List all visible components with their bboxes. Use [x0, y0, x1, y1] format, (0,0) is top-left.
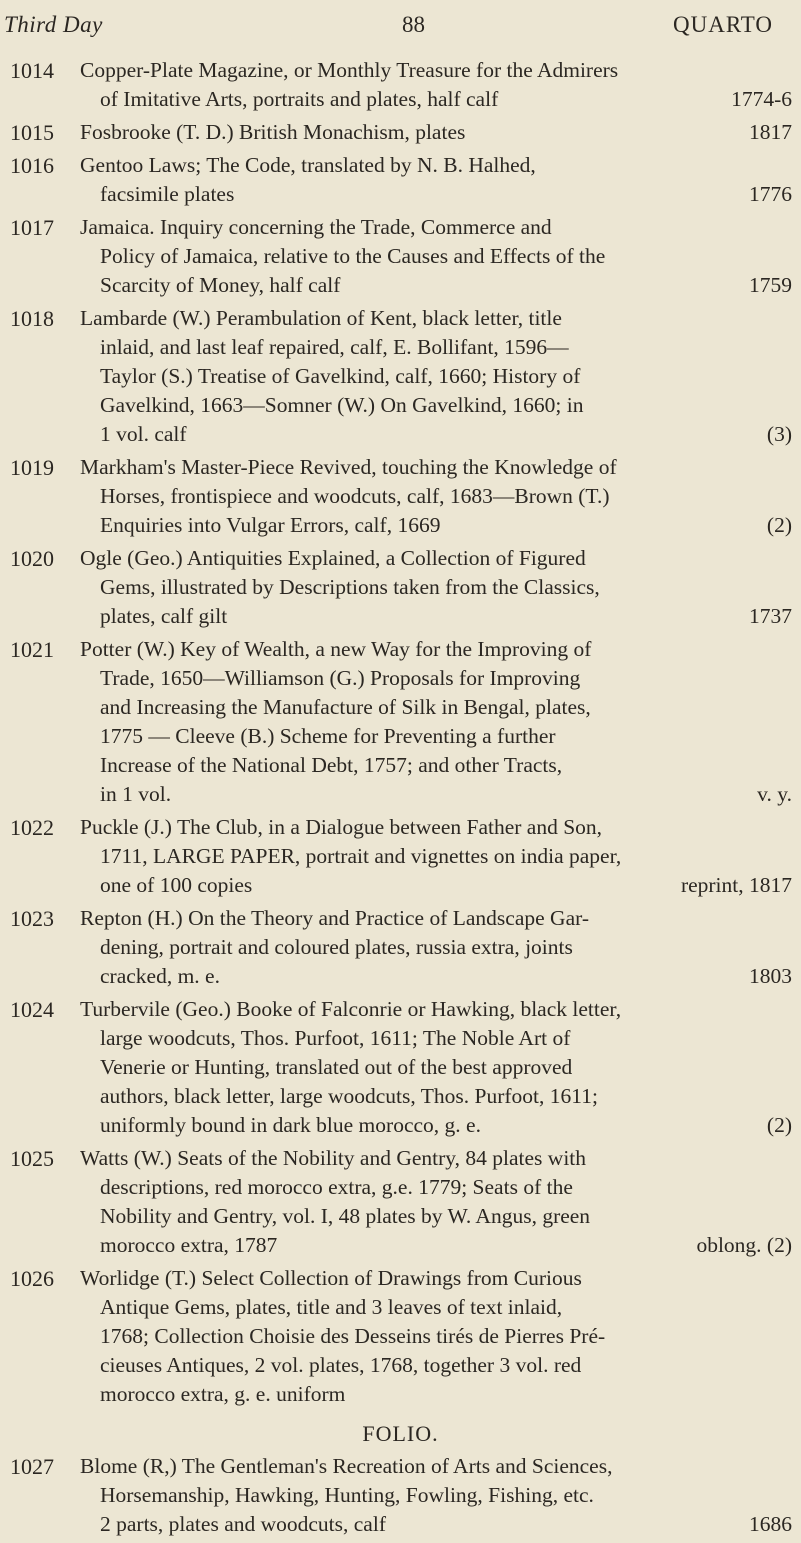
line-date: 1737 — [749, 604, 792, 628]
line-text: 2 parts, plates and woodcuts, calf — [100, 1512, 386, 1536]
lot-entry — [0, 1452, 801, 1539]
page-number: 88 — [402, 12, 425, 37]
line-text: 1768; Collection Choisie des Desseins tirés de Pierres Pré- — [100, 1324, 606, 1348]
header-day: Third Day — [4, 12, 103, 37]
lot-entry — [0, 995, 801, 1140]
line-text: 1711, LARGE PAPER, portrait and vignettes on india paper, — [100, 844, 622, 868]
description-line — [80, 453, 792, 482]
line-text: Potter (W.) Key of Wealth, a new Way for the Improving of — [80, 637, 592, 661]
lot-list — [0, 56, 801, 1543]
description-line — [80, 271, 792, 300]
lot-number: 1020 — [10, 546, 54, 571]
line-text: in 1 vol. — [100, 782, 172, 806]
description-line — [80, 871, 792, 900]
line-text: Puckle (J.) The Club, in a Dialogue between Father and Son, — [80, 815, 603, 839]
lot-entry — [0, 151, 801, 209]
description-line — [80, 1452, 792, 1481]
line-date: 1686 — [749, 1512, 792, 1536]
lot-entry — [0, 904, 801, 991]
line-text: Horsemanship, Hawking, Hunting, Fowling, Fishing, etc. — [100, 1483, 594, 1507]
line-text: one of 100 copies — [100, 873, 253, 897]
line-date: (3) — [766, 422, 792, 446]
description-line — [80, 780, 792, 809]
line-text: Scarcity of Money, half calf — [100, 273, 341, 297]
lot-number: 1015 — [10, 120, 54, 145]
lot-description — [80, 304, 792, 449]
description-line — [80, 1202, 792, 1231]
description-line — [80, 511, 792, 540]
description-line — [80, 85, 792, 114]
line-text: Nobility and Gentry, vol. I, 48 plates by W. Angus, green — [100, 1204, 591, 1228]
lot-description — [80, 1144, 792, 1260]
lot-description — [80, 813, 792, 900]
lot-entry — [0, 304, 801, 449]
description-line — [80, 1173, 792, 1202]
running-header — [0, 6, 801, 46]
line-text: descriptions, red morocco extra, g.e. 1779; Seats of the — [100, 1175, 573, 1199]
lot-entry — [0, 1264, 801, 1409]
description-line — [80, 664, 792, 693]
line-text: Trade, 1650—Williamson (G.) Proposals for Improving — [100, 666, 581, 690]
description-line — [80, 1231, 792, 1260]
description-line — [80, 1082, 792, 1111]
line-text: Watts (W.) Seats of the Nobility and Gentry, 84 plates with — [80, 1146, 587, 1170]
line-text: uniformly bound in dark blue morocco, g. e. — [100, 1113, 481, 1137]
line-text: Turbervile (Geo.) Booke of Falconrie or Hawking, black letter, — [80, 997, 622, 1021]
lot-number: 1026 — [10, 1266, 54, 1291]
line-date: 1774-6 — [731, 87, 792, 111]
line-text: plates, calf gilt — [100, 604, 228, 628]
line-text: Gentoo Laws; The Code, translated by N. B. Halhed, — [80, 153, 536, 177]
line-text: authors, black letter, large woodcuts, Thos. Purfoot, 1611; — [100, 1084, 598, 1108]
line-text: Copper-Plate Magazine, or Monthly Treasure for the Admirers — [80, 58, 619, 82]
line-date: 1759 — [749, 273, 792, 297]
line-text: inlaid, and last leaf repaired, calf, E. Bollifant, 1596— — [100, 335, 569, 359]
line-date: 1817 — [749, 120, 792, 144]
line-text: Repton (H.) On the Theory and Practice of Landscape Gar- — [80, 906, 590, 930]
description-line — [80, 995, 792, 1024]
line-text: Markham's Master-Piece Revived, touching the Knowledge of — [80, 455, 617, 479]
lot-entry — [0, 544, 801, 631]
line-text: Fosbrooke (T. D.) British Monachism, plates — [80, 120, 466, 144]
description-line — [80, 391, 792, 420]
description-line — [80, 842, 792, 871]
line-text: cracked, m. e. — [100, 964, 220, 988]
description-line — [80, 1510, 792, 1539]
description-line — [80, 1264, 792, 1293]
lot-entry — [0, 635, 801, 809]
description-line — [80, 304, 792, 333]
line-text: 1775 — Cleeve (B.) Scheme for Preventing a further — [100, 724, 556, 748]
line-text: Worlidge (T.) Select Collection of Drawings from Curious — [80, 1266, 582, 1290]
section-heading: FOLIO. — [362, 1421, 439, 1446]
line-date: (2) — [766, 1113, 792, 1137]
lot-description — [80, 453, 792, 540]
line-text: Blome (R,) The Gentleman's Recreation of Arts and Sciences, — [80, 1454, 613, 1478]
description-line — [80, 482, 792, 511]
line-date: oblong. (2) — [696, 1233, 792, 1257]
description-line — [80, 1293, 792, 1322]
lot-entry — [0, 1144, 801, 1260]
lot-description — [80, 56, 792, 114]
lot-description — [80, 151, 792, 209]
description-line — [80, 420, 792, 449]
line-text: 1 vol. calf — [100, 422, 187, 446]
line-text: Taylor (S.) Treatise of Gavelkind, calf, 1660; History of — [100, 364, 581, 388]
lot-description — [80, 1452, 792, 1539]
lot-number: 1016 — [10, 153, 54, 178]
line-text: facsimile plates — [100, 182, 235, 206]
description-line — [80, 151, 792, 180]
description-line — [80, 242, 792, 271]
description-line — [80, 1111, 792, 1140]
line-text: Venerie or Hunting, translated out of the best approved — [100, 1055, 573, 1079]
description-line — [80, 1024, 792, 1053]
lot-entry — [0, 813, 801, 900]
line-text: Lambarde (W.) Perambulation of Kent, black letter, title — [80, 306, 562, 330]
lot-description — [80, 995, 792, 1140]
description-line — [80, 693, 792, 722]
description-line — [80, 904, 792, 933]
description-line — [80, 1380, 792, 1409]
description-line — [80, 722, 792, 751]
lot-number: 1018 — [10, 306, 54, 331]
description-line — [80, 962, 792, 991]
lot-description — [80, 635, 792, 809]
line-date: 1776 — [749, 182, 792, 206]
lot-number: 1022 — [10, 815, 54, 840]
line-text: Increase of the National Debt, 1757; and other Tracts, — [100, 753, 563, 777]
line-text: large woodcuts, Thos. Purfoot, 1611; The Noble Art of — [100, 1026, 571, 1050]
line-text: Policy of Jamaica, relative to the Causes and Effects of the — [100, 244, 606, 268]
description-line — [80, 1053, 792, 1082]
lot-entry — [0, 56, 801, 114]
lot-number: 1027 — [10, 1454, 54, 1479]
description-line — [80, 1322, 792, 1351]
lot-number: 1019 — [10, 455, 54, 480]
lot-entry — [0, 118, 801, 147]
lot-description — [80, 544, 792, 631]
description-line — [80, 1144, 792, 1173]
line-date: v. y. — [757, 782, 792, 806]
description-line — [80, 1481, 792, 1510]
lot-number: 1024 — [10, 997, 54, 1022]
line-text: Jamaica. Inquiry concerning the Trade, Commerce and — [80, 215, 552, 239]
lot-number: 1025 — [10, 1146, 54, 1171]
line-text: and Increasing the Manufacture of Silk in Bengal, plates, — [100, 695, 591, 719]
description-line — [80, 213, 792, 242]
description-line — [80, 362, 792, 391]
description-line — [80, 56, 792, 85]
header-format: QUARTO — [673, 12, 774, 37]
lot-number: 1023 — [10, 906, 54, 931]
lot-number: 1014 — [10, 58, 54, 83]
description-line — [80, 635, 792, 664]
line-text: Ogle (Geo.) Antiquities Explained, a Collection of Figured — [80, 546, 586, 570]
description-line — [80, 751, 792, 780]
line-text: morocco extra, 1787 — [100, 1233, 278, 1257]
description-line — [80, 933, 792, 962]
lot-description — [80, 1264, 792, 1409]
line-text: of Imitative Arts, portraits and plates, half calf — [100, 87, 499, 111]
line-text: Gems, illustrated by Descriptions taken from the Classics, — [100, 575, 600, 599]
line-text: Antique Gems, plates, title and 3 leaves of text inlaid, — [100, 1295, 563, 1319]
description-line — [80, 1351, 792, 1380]
description-line — [80, 573, 792, 602]
line-date: 1803 — [749, 964, 792, 988]
description-line — [80, 180, 792, 209]
lot-description — [80, 213, 792, 300]
lot-number: 1021 — [10, 637, 54, 662]
line-date: (2) — [766, 513, 792, 537]
line-text: morocco extra, g. e. uniform — [100, 1382, 346, 1406]
description-line — [80, 333, 792, 362]
line-date: reprint, 1817 — [680, 873, 792, 897]
line-text: dening, portrait and coloured plates, russia extra, joints — [100, 935, 573, 959]
description-line — [80, 118, 792, 147]
description-line — [80, 544, 792, 573]
description-line — [80, 813, 792, 842]
lot-description — [80, 904, 792, 991]
lot-entry — [0, 453, 801, 540]
line-text: cieuses Antiques, 2 vol. plates, 1768, together 3 vol. red — [100, 1353, 582, 1377]
description-line — [80, 602, 792, 631]
line-text: Enquiries into Vulgar Errors, calf, 1669 — [100, 513, 441, 537]
line-text: Horses, frontispiece and woodcuts, calf, 1683—Brown (T.) — [100, 484, 610, 508]
lot-entry — [0, 213, 801, 300]
lot-description — [80, 118, 792, 147]
lot-number: 1017 — [10, 215, 54, 240]
line-text: Gavelkind, 1663—Somner (W.) On Gavelkind, 1660; in — [100, 393, 584, 417]
